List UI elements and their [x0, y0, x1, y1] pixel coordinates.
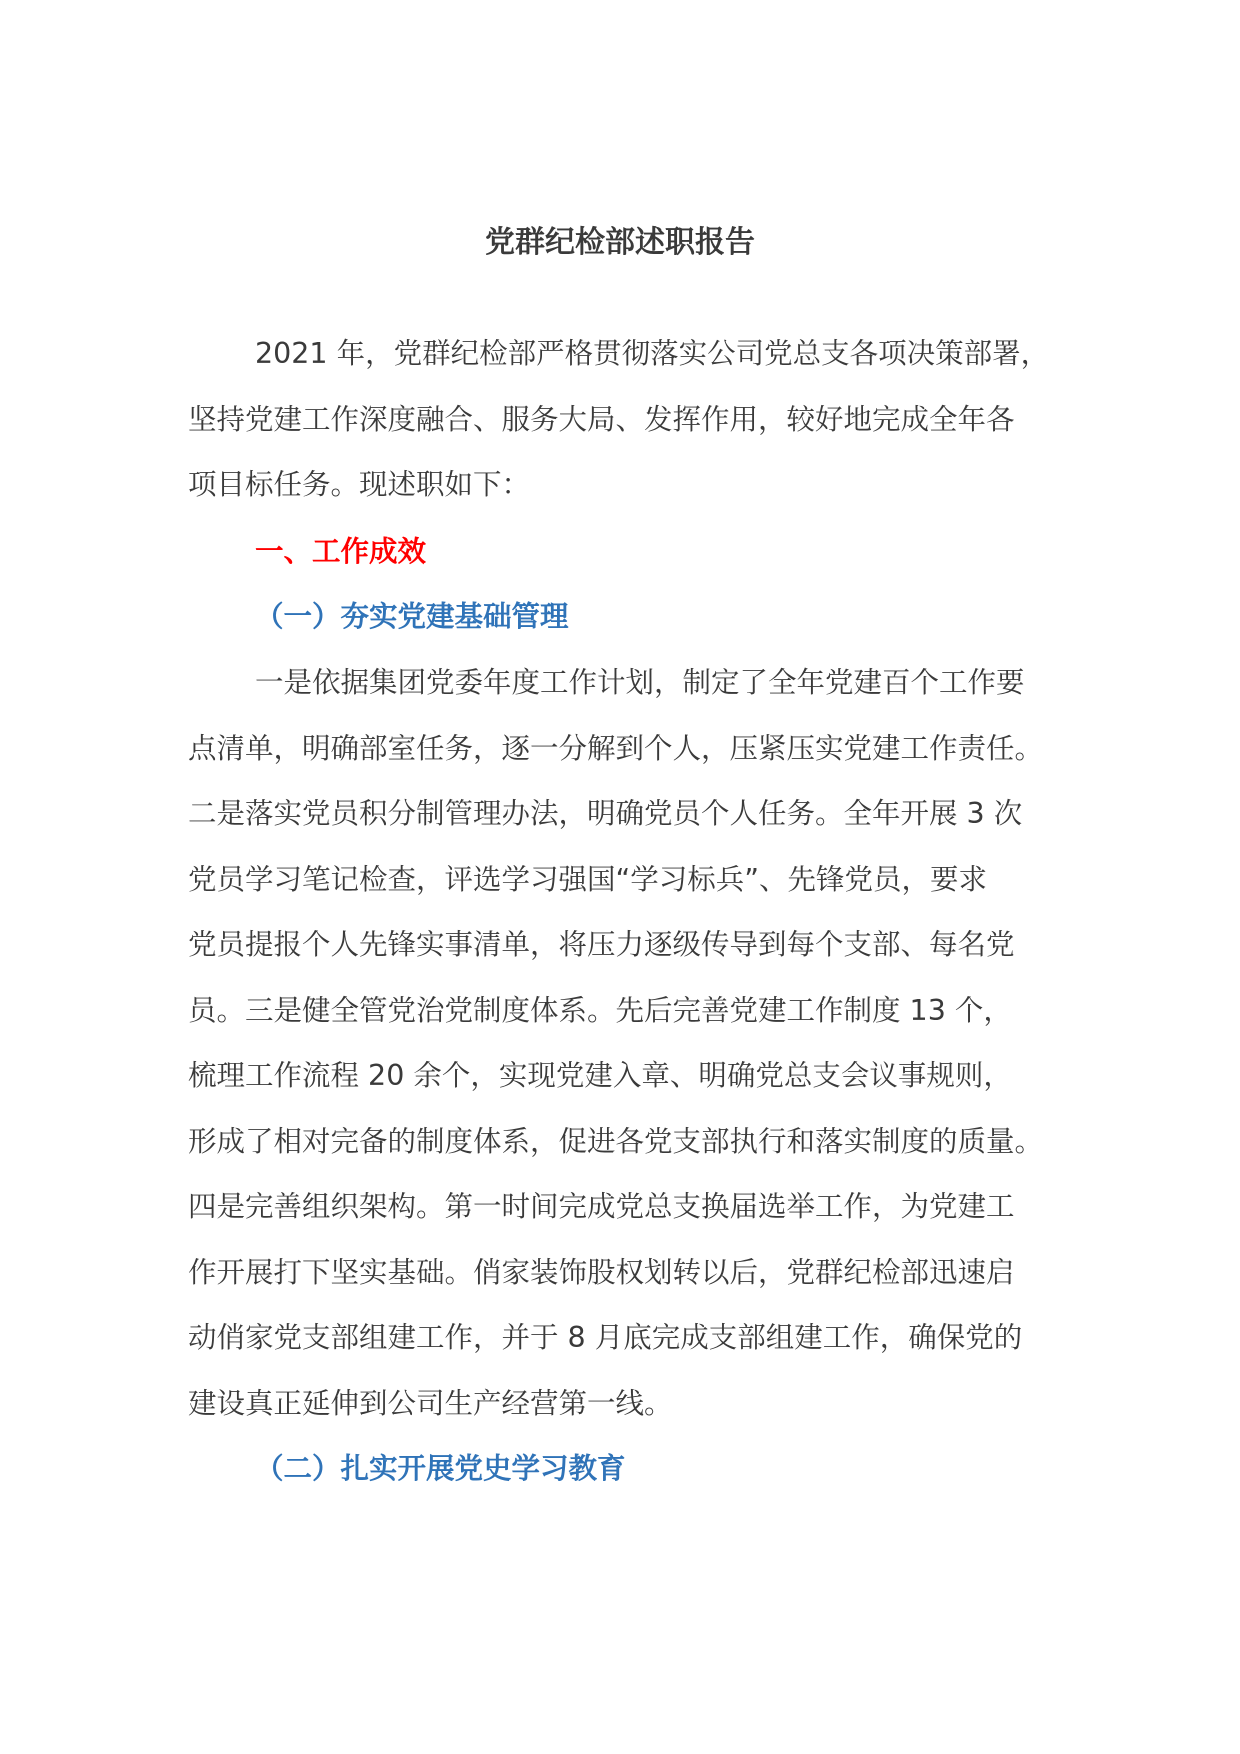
paragraph-line: 党员学习笔记检查，评选学习强国“学习标兵”、先锋党员，要求	[188, 862, 988, 896]
paragraph-line: 作开展打下坚实基础。俏家装饰股权划转以后，党群纪检部迅速启	[188, 1255, 1015, 1289]
section-heading-achievements: 一、工作成效	[255, 535, 427, 568]
subsection-1-paragraph	[188, 650, 1068, 1436]
paragraph-line: 形成了相对完备的制度体系，促进各党支部执行和落实制度的质量。	[188, 1124, 1044, 1158]
paragraph-line: 一是依据集团党委年度工作计划，制定了全年党建百个工作要	[255, 666, 1025, 699]
paragraph-line: 四是完善组织架构。第一时间完成党总支换届选举工作，为党建工	[188, 1190, 1015, 1223]
paragraph-line: 梳理工作流程 20 余个，实现党建入章、明确党总支会议事规则，	[188, 1059, 1012, 1092]
paragraph-line: 坚持党建工作深度融合、服务大局、发挥作用，较好地完成全年各	[188, 402, 1015, 436]
paragraph-line: 2021 年，党群纪检部严格贯彻落实公司党总支各项决策部署，	[255, 337, 1050, 370]
paragraph-line: 二是落实党员积分制管理办法，明确党员个人任务。全年开展 3 次	[188, 797, 1023, 830]
intro-paragraph	[188, 321, 1068, 518]
paragraph-line: 点清单，明确部室任务，逐一分解到个人，压紧压实党建工作责任。	[188, 731, 1044, 765]
paragraph-line: 建设真正延伸到公司生产经营第一线。	[188, 1386, 673, 1420]
paragraph-line: 员。三是健全管党治党制度体系。先后完善党建工作制度 13 个，	[188, 993, 1012, 1027]
paragraph-line: 党员提报个人先锋实事清单，将压力逐级传导到每个支部、每名党	[188, 928, 1015, 961]
paragraph-line: 项目标任务。现述职如下：	[188, 468, 531, 501]
subsection-heading-1: （一）夯实党建基础管理	[255, 600, 569, 633]
subsection-heading-2: （二）扎实开展党史学习教育	[255, 1452, 626, 1485]
document-title: 党群纪检部述职报告	[485, 225, 755, 260]
paragraph-line: 动俏家党支部组建工作，并于 8 月底完成支部组建工作，确保党的	[188, 1321, 1023, 1354]
